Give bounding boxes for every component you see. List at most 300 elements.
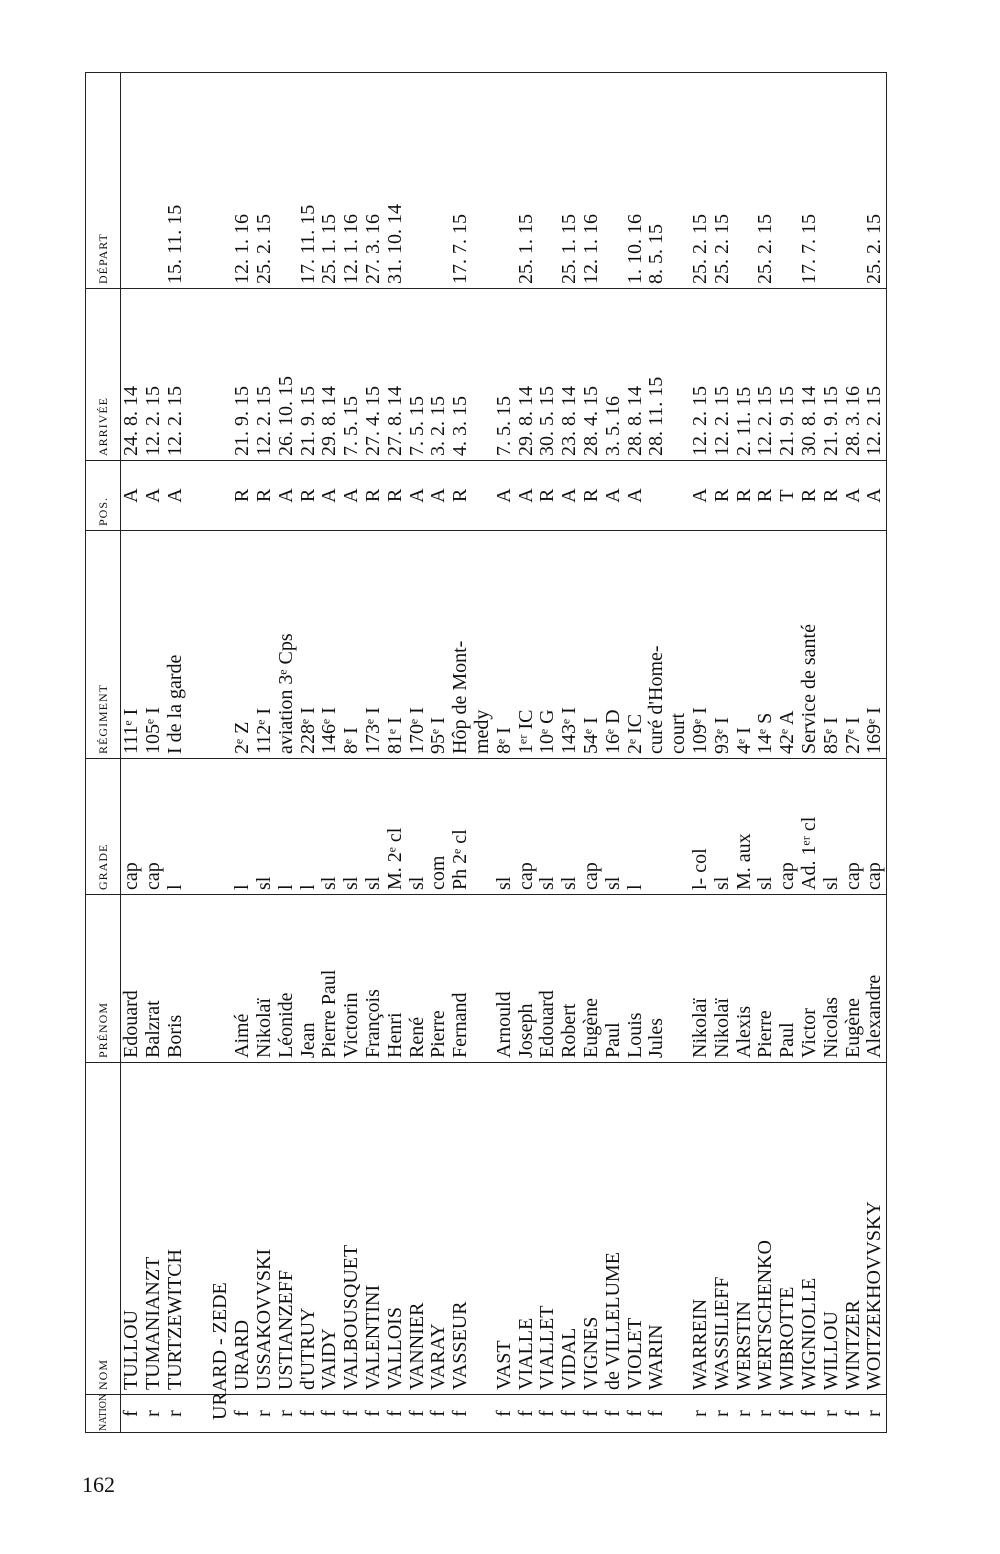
cell-regiment: 228ᵉ I <box>298 531 320 759</box>
cell-arrivee: 29. 8. 14 <box>516 289 538 461</box>
cell-grade: l <box>276 759 298 895</box>
officers-table <box>85 72 887 1433</box>
cell-regiment: 2ᵉ IC <box>625 531 647 759</box>
cell-grade: M. aux <box>734 759 756 895</box>
cell-prenom: Nikolaï <box>712 895 734 1063</box>
table-row <box>668 73 690 1433</box>
cell-grade: sl <box>755 759 777 895</box>
cell-arrivee: 12. 2. 15 <box>712 289 734 461</box>
cell-nation: r <box>864 1395 886 1433</box>
cell-regiment: 16ᵉ D <box>603 531 625 759</box>
cell-depart: 15. 11. 15 <box>165 73 187 289</box>
cell-pos: A <box>625 461 647 531</box>
cell-regiment: 170ᵉ I <box>407 531 429 759</box>
cell-arrivee: 7. 5. 15 <box>341 289 363 461</box>
cell-regiment: Hôp de Mont- <box>450 531 472 759</box>
cell-pos: A <box>603 461 625 531</box>
cell-grade <box>668 759 690 895</box>
cell-depart <box>276 73 298 289</box>
cell-regiment: 4ᵉ I <box>734 531 756 759</box>
cell-prenom: Victor <box>799 895 821 1063</box>
cell-depart: 25. 2. 15 <box>864 73 886 289</box>
cell-arrivee: 2. 11. 15 <box>734 289 756 461</box>
cell-prenom: Nikolaï <box>254 895 276 1063</box>
cell-arrivee <box>668 289 690 461</box>
cell-grade <box>646 759 668 895</box>
table-row <box>186 73 210 1433</box>
table-row <box>646 73 668 1433</box>
cell-regiment: 81ᵉ I <box>385 531 407 759</box>
cell-nom: TURTZEWITCH <box>165 1063 187 1395</box>
cell-depart <box>472 73 494 289</box>
header-prenom: PRÉNOM <box>86 895 121 1063</box>
cell-nation: f <box>537 1395 559 1433</box>
cell-arrivee: 7. 5. 15 <box>494 289 516 461</box>
table-row <box>143 73 165 1433</box>
cell-pos: A <box>143 461 165 531</box>
cell-grade: l <box>232 759 254 895</box>
cell-depart: 1. 10. 16 <box>625 73 647 289</box>
table-row <box>363 73 385 1433</box>
cell-nom: VANNIER <box>407 1063 429 1395</box>
cell-arrivee: 30. 8. 14 <box>799 289 821 461</box>
cell-arrivee: 26. 10. 15 <box>276 289 298 461</box>
table-row <box>341 73 363 1433</box>
cell-arrivee: 28. 8. 14 <box>625 289 647 461</box>
cell-arrivee: 28. 11. 15 <box>646 289 668 461</box>
cell-depart: 25. 2. 15 <box>712 73 734 289</box>
cell-depart: 31. 10. 14 <box>385 73 407 289</box>
cell-nom: URARD - ZEDE <box>210 1093 232 1425</box>
table-row <box>581 73 603 1433</box>
cell-depart <box>143 73 165 289</box>
cell-pos <box>646 461 668 531</box>
cell-depart <box>668 73 690 289</box>
cell-depart <box>428 73 450 289</box>
cell-prenom: Arnould <box>494 895 516 1063</box>
table-body <box>121 73 887 1433</box>
cell-nation: r <box>690 1395 712 1433</box>
cell-pos: R <box>298 461 320 531</box>
cell-prenom <box>186 895 210 1063</box>
cell-nation: f <box>494 1395 516 1433</box>
cell-regiment: medy <box>472 531 494 759</box>
cell-pos: A <box>843 461 865 531</box>
cell-prenom: Louis <box>625 895 647 1063</box>
cell-regiment: Service de santé <box>799 531 821 759</box>
cell-nom: VAIDY <box>319 1063 341 1395</box>
cell-nation <box>668 1395 690 1433</box>
cell-grade <box>186 759 210 895</box>
cell-grade: sl <box>319 759 341 895</box>
header-depart: DÉPART <box>86 73 121 289</box>
cell-pos: R <box>712 461 734 531</box>
cell-prenom: Victorin <box>341 895 363 1063</box>
cell-nation <box>186 1395 210 1433</box>
cell-prenom: Alexandre <box>864 895 886 1063</box>
cell-pos: A <box>407 461 429 531</box>
cell-nom: WARIN <box>646 1063 668 1395</box>
cell-arrivee: 12. 2. 15 <box>690 289 712 461</box>
cell-prenom <box>668 895 690 1063</box>
cell-nom: TUMANIANZT <box>143 1063 165 1395</box>
cell-pos: A <box>341 461 363 531</box>
table-row <box>537 73 559 1433</box>
cell-nom: VIGNES <box>581 1063 603 1395</box>
table-row <box>254 73 276 1433</box>
cell-nation: f <box>363 1395 385 1433</box>
cell-regiment: 2ᵉ Z <box>232 531 254 759</box>
cell-arrivee: 12. 2. 15 <box>143 289 165 461</box>
cell-prenom: Alexis <box>734 895 756 1063</box>
cell-depart: 17. 7. 15 <box>450 73 472 289</box>
cell-nom: VASSEUR <box>450 1063 472 1395</box>
cell-grade: l <box>298 759 320 895</box>
cell-depart: 17. 11. 15 <box>298 73 320 289</box>
table-row <box>472 73 494 1433</box>
cell-nom: WERTSCHENKO <box>755 1063 777 1395</box>
table-row <box>385 73 407 1433</box>
table-row <box>734 73 756 1433</box>
cell-depart <box>843 73 865 289</box>
cell-regiment: 10ᵉ G <box>537 531 559 759</box>
section-row <box>210 73 232 1433</box>
table-row <box>165 73 187 1433</box>
cell-pos: R <box>537 461 559 531</box>
cell-nom: VALLOIS <box>385 1063 407 1395</box>
cell-grade: cap <box>864 759 886 895</box>
cell-arrivee: 3. 2. 15 <box>428 289 450 461</box>
cell-nation: r <box>276 1395 298 1433</box>
cell-nation: f <box>799 1395 821 1433</box>
cell-depart: 25. 2. 15 <box>690 73 712 289</box>
cell-depart <box>821 73 843 289</box>
cell-nom: VIDAL <box>559 1063 581 1395</box>
rotated-table-container <box>85 73 941 1433</box>
cell-nom: WIBROTTE <box>777 1063 799 1395</box>
cell-prenom <box>472 895 494 1063</box>
cell-depart: 17. 7. 15 <box>799 73 821 289</box>
table-row <box>428 73 450 1433</box>
cell-regiment: 27ᵉ I <box>843 531 865 759</box>
table-row <box>516 73 538 1433</box>
cell-regiment: I de la garde <box>165 531 187 759</box>
cell-pos: R <box>254 461 276 531</box>
cell-arrivee: 21. 9. 15 <box>777 289 799 461</box>
cell-prenom: Boris <box>165 895 187 1063</box>
cell-regiment: 105ᵉ I <box>143 531 165 759</box>
cell-pos: A <box>165 461 187 531</box>
header-regiment: RÉGIMENT <box>86 531 121 759</box>
cell-grade: sl <box>494 759 516 895</box>
cell-nom: VARAY <box>428 1063 450 1395</box>
cell-pos: A <box>428 461 450 531</box>
table-row <box>712 73 734 1433</box>
cell-arrivee: 28. 4. 15 <box>581 289 603 461</box>
cell-regiment: 109ᵉ I <box>690 531 712 759</box>
cell-nom: USTIANZEFF <box>276 1063 298 1395</box>
cell-depart: 12. 1. 16 <box>341 73 363 289</box>
cell-pos: R <box>385 461 407 531</box>
cell-regiment: 173ᵉ I <box>363 531 385 759</box>
cell-regiment: 169ᵉ I <box>864 531 886 759</box>
table-row <box>864 73 886 1433</box>
cell-prenom: Eugène <box>581 895 603 1063</box>
cell-grade: l <box>165 759 187 895</box>
table-row <box>559 73 581 1433</box>
cell-grade <box>210 759 232 895</box>
cell-nation: f <box>603 1395 625 1433</box>
table-row <box>821 73 843 1433</box>
cell-nation <box>472 1395 494 1433</box>
cell-prenom: Pierre Paul <box>319 895 341 1063</box>
cell-pos: A <box>690 461 712 531</box>
cell-grade <box>472 759 494 895</box>
cell-regiment <box>210 531 232 759</box>
cell-nation: f <box>341 1395 363 1433</box>
cell-arrivee: 12. 2. 15 <box>864 289 886 461</box>
cell-prenom: Pierre <box>428 895 450 1063</box>
cell-depart: 27. 3. 16 <box>363 73 385 289</box>
cell-pos <box>186 461 210 531</box>
cell-arrivee: 21. 9. 15 <box>298 289 320 461</box>
cell-nation: f <box>428 1395 450 1433</box>
cell-arrivee: 3. 5. 16 <box>603 289 625 461</box>
cell-prenom: Pierre <box>755 895 777 1063</box>
cell-prenom: Nikolaï <box>690 895 712 1063</box>
cell-pos: R <box>799 461 821 531</box>
cell-arrivee: 30. 5. 15 <box>537 289 559 461</box>
cell-nom: WASSILIEFF <box>712 1063 734 1395</box>
cell-nom: WINTZER <box>843 1063 865 1395</box>
cell-prenom: Jules <box>646 895 668 1063</box>
cell-depart <box>210 73 232 289</box>
cell-nom: VIOLET <box>625 1063 647 1395</box>
cell-regiment <box>186 531 210 759</box>
cell-arrivee <box>210 289 232 461</box>
cell-grade: cap <box>121 759 143 895</box>
cell-nom: WERSTIN <box>734 1063 756 1395</box>
cell-nom: d'UTRUY <box>298 1063 320 1395</box>
header-nation: NATION <box>86 1395 121 1433</box>
cell-pos: R <box>363 461 385 531</box>
cell-prenom: Léonide <box>276 895 298 1063</box>
cell-nation: f <box>581 1395 603 1433</box>
cell-depart: 25. 2. 15 <box>254 73 276 289</box>
cell-grade: sl <box>603 759 625 895</box>
cell-nation: r <box>165 1395 187 1433</box>
table-row <box>276 73 298 1433</box>
cell-pos: T <box>777 461 799 531</box>
cell-prenom: Aimé <box>232 895 254 1063</box>
cell-nom: VALBOUSQUET <box>341 1063 363 1395</box>
cell-arrivee: 27. 4. 15 <box>363 289 385 461</box>
cell-nation: f <box>319 1395 341 1433</box>
table-row <box>625 73 647 1433</box>
cell-regiment: court <box>668 531 690 759</box>
cell-regiment: 8ᵉ I <box>494 531 516 759</box>
cell-regiment: 54ᵉ I <box>581 531 603 759</box>
cell-pos: A <box>276 461 298 531</box>
cell-prenom: Henri <box>385 895 407 1063</box>
cell-pos: R <box>734 461 756 531</box>
cell-depart <box>734 73 756 289</box>
cell-regiment: 93ᵉ I <box>712 531 734 759</box>
cell-prenom <box>210 895 232 1063</box>
cell-depart <box>121 73 143 289</box>
table-row <box>121 73 143 1433</box>
cell-nom: WARREIN <box>690 1063 712 1395</box>
cell-nation: f <box>777 1395 799 1433</box>
cell-arrivee: 27. 8. 14 <box>385 289 407 461</box>
header-nom: NOM <box>86 1063 121 1395</box>
cell-regiment: 85ᵉ I <box>821 531 843 759</box>
cell-regiment: 14ᵉ S <box>755 531 777 759</box>
cell-prenom: Joseph <box>516 895 538 1063</box>
cell-grade: M. 2ᵉ cl <box>385 759 407 895</box>
cell-nom: VIALLE <box>516 1063 538 1395</box>
cell-pos: R <box>450 461 472 531</box>
cell-regiment: curé d'Home- <box>646 531 668 759</box>
cell-depart <box>186 73 210 289</box>
cell-arrivee <box>472 289 494 461</box>
cell-regiment: 143ᵉ I <box>559 531 581 759</box>
cell-grade: Ad. 1ᵉʳ cl <box>799 759 821 895</box>
table-row <box>799 73 821 1433</box>
cell-arrivee: 7. 5. 15 <box>407 289 429 461</box>
cell-arrivee: 28. 3. 16 <box>843 289 865 461</box>
cell-arrivee: 23. 8. 14 <box>559 289 581 461</box>
cell-depart <box>407 73 429 289</box>
cell-nom <box>186 1063 210 1395</box>
cell-nation: f <box>625 1395 647 1433</box>
cell-pos: R <box>232 461 254 531</box>
cell-regiment: 95ᵉ I <box>428 531 450 759</box>
cell-pos <box>210 461 232 531</box>
cell-prenom: Paul <box>603 895 625 1063</box>
header-arrivee: ARRIVÉE <box>86 289 121 461</box>
cell-grade: sl <box>254 759 276 895</box>
cell-grade: cap <box>843 759 865 895</box>
cell-arrivee: 12. 2. 15 <box>254 289 276 461</box>
page-number: 162 <box>82 1472 115 1497</box>
cell-nation: f <box>843 1395 865 1433</box>
cell-prenom: Paul <box>777 895 799 1063</box>
table-row <box>232 73 254 1433</box>
cell-grade: l- col <box>690 759 712 895</box>
cell-regiment: 111ᵉ I <box>121 531 143 759</box>
cell-nation: f <box>407 1395 429 1433</box>
cell-depart: 25. 1. 15 <box>319 73 341 289</box>
table-row <box>407 73 429 1433</box>
cell-nation: r <box>755 1395 777 1433</box>
cell-nom: URARD <box>232 1063 254 1395</box>
cell-prenom: Robert <box>559 895 581 1063</box>
cell-depart <box>777 73 799 289</box>
cell-pos: A <box>864 461 886 531</box>
cell-depart: 25. 1. 15 <box>516 73 538 289</box>
header-grade: GRADE <box>86 759 121 895</box>
cell-prenom: Eugène <box>843 895 865 1063</box>
cell-nom: WOITZEKHOVVSKY <box>864 1063 886 1395</box>
cell-grade: cap <box>143 759 165 895</box>
cell-prenom: Balzrat <box>143 895 165 1063</box>
cell-grade: sl <box>821 759 843 895</box>
cell-prenom: François <box>363 895 385 1063</box>
cell-nom: WIGNIOLLE <box>799 1063 821 1395</box>
cell-grade: l <box>625 759 647 895</box>
cell-arrivee: 29. 8. 14 <box>319 289 341 461</box>
header-pos: POS. <box>86 461 121 531</box>
cell-prenom: Jean <box>298 895 320 1063</box>
cell-prenom: Fernand <box>450 895 472 1063</box>
cell-nom: VAST <box>494 1063 516 1395</box>
cell-depart <box>537 73 559 289</box>
cell-nation: r <box>712 1395 734 1433</box>
cell-pos <box>472 461 494 531</box>
cell-nom <box>668 1063 690 1395</box>
cell-arrivee: 12. 2. 15 <box>755 289 777 461</box>
cell-depart <box>494 73 516 289</box>
cell-nom: USSAKOVVSKI <box>254 1063 276 1395</box>
cell-grade: sl <box>559 759 581 895</box>
cell-nation: r <box>734 1395 756 1433</box>
cell-grade: sl <box>341 759 363 895</box>
cell-pos: R <box>755 461 777 531</box>
cell-arrivee: 4. 3. 15 <box>450 289 472 461</box>
table-row <box>319 73 341 1433</box>
cell-arrivee <box>186 289 210 461</box>
cell-pos <box>668 461 690 531</box>
cell-grade: Ph 2ᵉ cl <box>450 759 472 895</box>
cell-pos: A <box>319 461 341 531</box>
cell-nom: WILLOU <box>821 1063 843 1395</box>
table-row <box>690 73 712 1433</box>
cell-regiment: 146ᵉ I <box>319 531 341 759</box>
table-row <box>843 73 865 1433</box>
table-row <box>494 73 516 1433</box>
cell-pos: R <box>581 461 603 531</box>
cell-prenom: René <box>407 895 429 1063</box>
cell-nom <box>472 1063 494 1395</box>
table-row <box>755 73 777 1433</box>
cell-nation: r <box>143 1395 165 1433</box>
cell-nation: f <box>232 1395 254 1433</box>
cell-depart: 25. 2. 15 <box>755 73 777 289</box>
cell-nom: de VILLELUME <box>603 1063 625 1395</box>
cell-nation: f <box>646 1395 668 1433</box>
cell-depart <box>603 73 625 289</box>
cell-grade: com <box>428 759 450 895</box>
cell-depart: 12. 1. 16 <box>581 73 603 289</box>
cell-nation: f <box>121 1395 143 1433</box>
cell-depart: 8. 5. 15 <box>646 73 668 289</box>
cell-arrivee: 21. 9. 15 <box>821 289 843 461</box>
cell-grade: sl <box>712 759 734 895</box>
cell-regiment: 112ᵉ I <box>254 531 276 759</box>
header-row <box>86 73 121 1433</box>
cell-depart: 12. 1. 16 <box>232 73 254 289</box>
cell-nom: VALENTINI <box>363 1063 385 1395</box>
cell-grade: cap <box>777 759 799 895</box>
cell-prenom: Edouard <box>121 895 143 1063</box>
cell-pos: A <box>494 461 516 531</box>
cell-nation: r <box>254 1395 276 1433</box>
cell-grade: cap <box>581 759 603 895</box>
cell-regiment: 42ᵉ A <box>777 531 799 759</box>
cell-pos: A <box>516 461 538 531</box>
cell-nation: f <box>385 1395 407 1433</box>
